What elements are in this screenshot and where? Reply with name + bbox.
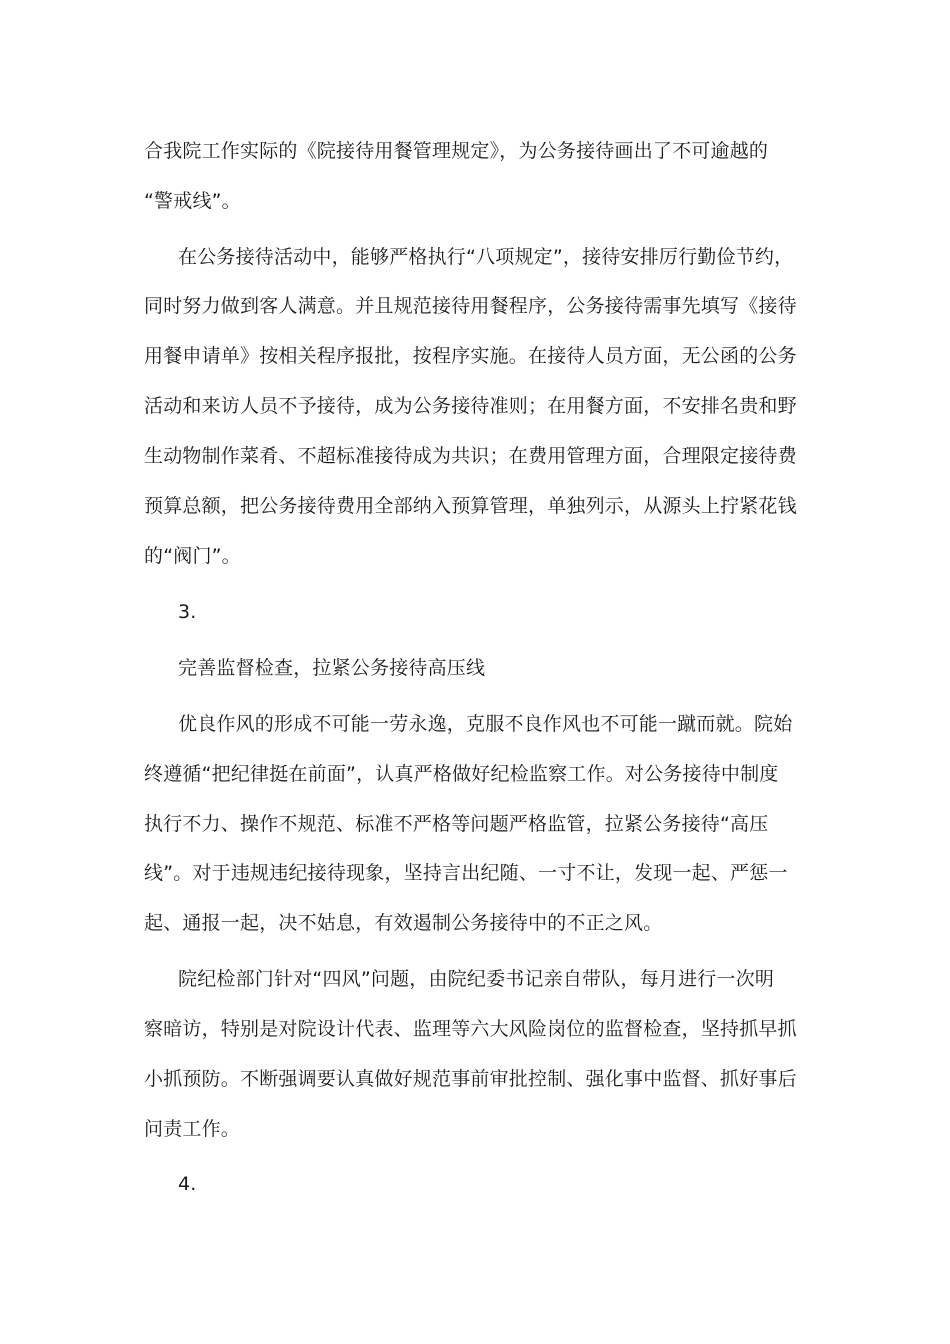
paragraph-line: 同时努力做到客人满意。并且规范接待用餐程序，公务接待需事先填写《接待 bbox=[144, 295, 797, 317]
paragraph-line: 活动和来访人员不予接待，成为公务接待准则；在用餐方面，不安排名贵和野 bbox=[144, 395, 797, 417]
section-heading: 完善监督检查，拉紧公务接待高压线 bbox=[178, 657, 486, 679]
paragraph-line: 院纪检部门针对“四风”问题，由院纪委书记亲自带队，每月进行一次明 bbox=[178, 968, 775, 990]
paragraph-line: “警戒线”。 bbox=[144, 190, 241, 212]
paragraph-line: 终遵循“把纪律挺在前面”，认真严格做好纪检监察工作。对公务接待中制度 bbox=[144, 763, 779, 785]
paragraph-line: 生动物制作菜肴、不超标准接待成为共识；在费用管理方面，合理限定接待费 bbox=[144, 445, 797, 467]
paragraph-line: 小抓预防。不断强调要认真做好规范事前审批控制、强化事中监督、抓好事后 bbox=[144, 1068, 797, 1090]
paragraph-line: 线”。对于违规违纪接待现象，坚持言出纪随、一寸不让，发现一起、严惩一 bbox=[144, 862, 788, 884]
paragraph-line: 合我院工作实际的《院接待用餐管理规定》，为公务接待画出了不可逾越的 bbox=[144, 140, 769, 162]
paragraph-line: 的“阀门”。 bbox=[144, 545, 241, 567]
paragraph-line: 预算总额，把公务接待费用全部纳入预算管理，单独列示，从源头上拧紧花钱 bbox=[144, 495, 797, 517]
section-number: 4. bbox=[178, 1173, 197, 1195]
paragraph-line: 执行不力、操作不规范、标准不严格等问题严格监管，拉紧公务接待“高压 bbox=[144, 813, 769, 835]
paragraph-line: 起、通报一起，决不姑息，有效遏制公务接待中的不正之风。 bbox=[144, 912, 663, 934]
paragraph-line: 用餐申请单》按相关程序报批，按程序实施。在接待人员方面，无公函的公务 bbox=[144, 345, 797, 367]
paragraph-line: 优良作风的形成不可能一劳永逸，克服不良作风也不可能一蹴而就。院始 bbox=[178, 713, 793, 735]
paragraph-line: 在公务接待活动中，能够严格执行“八项规定”，接待安排厉行勤俭节约， bbox=[178, 246, 794, 268]
section-number: 3. bbox=[178, 601, 197, 623]
paragraph-line: 问责工作。 bbox=[144, 1118, 241, 1140]
paragraph-line: 察暗访，特别是对院设计代表、监理等六大风险岗位的监督检查，坚持抓早抓 bbox=[144, 1018, 797, 1040]
